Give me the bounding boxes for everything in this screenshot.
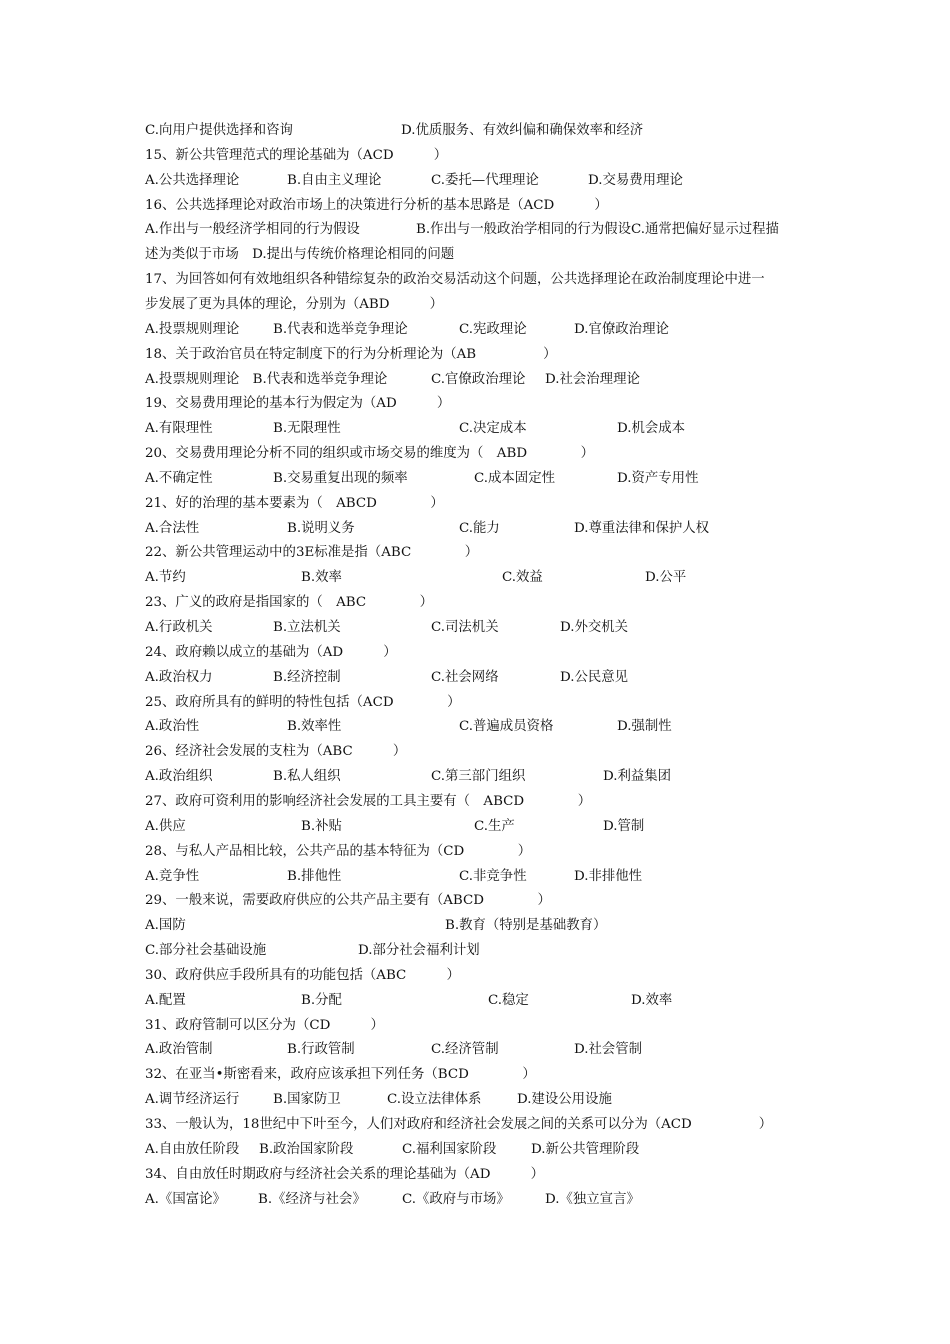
option-text: A.政治管制 xyxy=(145,1042,213,1058)
option-text: C.《政府与市场》 xyxy=(402,1191,510,1207)
text-line xyxy=(0,590,950,615)
line-text: 18、关于政治官员在特定制度下的行为分析理论为（AB ） xyxy=(145,346,557,362)
option-text: D.公民意见 xyxy=(560,669,629,685)
option-row xyxy=(0,988,950,1013)
option-text: C.经济管制 xyxy=(431,1042,499,1058)
option-text: B.作出与一般政治学相同的行为假设C.通常把偏好显示过程描 xyxy=(416,222,779,238)
option-text: B.交易重复出现的频率 xyxy=(273,470,408,486)
text-line xyxy=(0,1162,950,1187)
option-text: B.代表和选举竞争理论 xyxy=(273,321,408,337)
option-text: C.效益 xyxy=(502,570,543,586)
option-text: C.稳定 xyxy=(488,992,529,1008)
line-text: 19、交易费用理论的基本行为假定为（AD ） xyxy=(145,396,451,412)
text-line xyxy=(0,963,950,988)
option-text: B.排他性 xyxy=(287,868,342,884)
line-text: 30、政府供应手段所具有的功能包括（ABC ） xyxy=(145,967,460,983)
option-text: B.教育（特别是基础教育） xyxy=(445,918,607,934)
option-row xyxy=(0,516,950,541)
option-row xyxy=(0,864,950,889)
option-text: A.投票规则理论 xyxy=(145,321,240,337)
option-text: D.管制 xyxy=(603,818,645,834)
option-row xyxy=(0,615,950,640)
option-row xyxy=(0,1087,950,1112)
option-text: D.尊重法律和保护人权 xyxy=(574,520,710,536)
line-text: 34、自由放任时期政府与经济社会关系的理论基础为（AD ） xyxy=(145,1166,544,1182)
option-text: B.分配 xyxy=(301,992,342,1008)
option-text: D.资产专用性 xyxy=(617,470,699,486)
text-line xyxy=(0,540,950,565)
option-text: D.利益集团 xyxy=(603,769,672,785)
option-text: C.部分社会基础设施 xyxy=(145,943,267,959)
text-line xyxy=(0,292,950,317)
option-text: A.配置 xyxy=(145,992,186,1008)
line-text: 23、广义的政府是指国家的（ ABC ） xyxy=(145,595,434,611)
option-text: D.部分社会福利计划 xyxy=(358,943,480,959)
option-text: D.机会成本 xyxy=(617,421,686,437)
option-row xyxy=(0,814,950,839)
option-row xyxy=(0,665,950,690)
option-text: B.补贴 xyxy=(301,818,342,834)
text-line xyxy=(0,242,950,267)
option-text: A.有限理性 xyxy=(145,421,213,437)
option-text: C.设立法律体系 xyxy=(387,1092,482,1108)
text-line xyxy=(0,789,950,814)
option-text: C.生产 xyxy=(474,818,515,834)
option-row xyxy=(0,118,950,143)
option-text: D.官僚政治理论 xyxy=(574,321,669,337)
option-text: B.国家防卫 xyxy=(273,1092,341,1108)
option-text: A.政治性 xyxy=(145,719,200,735)
text-line xyxy=(0,342,950,367)
line-text: 16、公共选择理论对政治市场上的决策进行分析的基本思路是（ACD ） xyxy=(145,197,608,213)
line-text: 步发展了更为具体的理论，分别为（ABD ） xyxy=(145,296,444,312)
option-row xyxy=(0,1137,950,1162)
option-text: A.公共选择理论 xyxy=(145,172,240,188)
option-text: D.公平 xyxy=(645,570,687,586)
option-row xyxy=(0,466,950,491)
option-text: B.自由主义理论 xyxy=(287,172,382,188)
option-text: A.调节经济运行 xyxy=(145,1092,240,1108)
line-text: 27、政府可资利用的影响经济社会发展的工具主要有（ ABCD ） xyxy=(145,793,592,809)
option-row xyxy=(0,565,950,590)
option-text: B.效率性 xyxy=(287,719,342,735)
option-text: D.强制性 xyxy=(617,719,672,735)
line-text: 24、政府赖以成立的基础为（AD ） xyxy=(145,644,397,660)
text-line xyxy=(0,143,950,168)
option-text: D.社会管制 xyxy=(574,1042,643,1058)
text-line xyxy=(0,690,950,715)
option-text: D.新公共管理阶段 xyxy=(531,1141,640,1157)
option-text: B.说明义务 xyxy=(287,520,355,536)
option-row xyxy=(0,168,950,193)
option-row xyxy=(0,317,950,342)
option-row xyxy=(0,217,950,242)
option-text: C.宪政理论 xyxy=(459,321,527,337)
option-text: A.投票规则理论 B.代表和选举竞争理论 xyxy=(145,371,388,387)
option-text: A.行政机关 xyxy=(145,620,213,635)
line-text: 32、在亚当•斯密看来，政府应该承担下列任务（BCD ） xyxy=(145,1067,536,1083)
text-line xyxy=(0,1013,950,1038)
line-text: 21、好的治理的基本要素为（ ABCD ） xyxy=(145,495,444,511)
line-text: 33、一般认为，18世纪中下叶至今，人们对政府和经济社会发展之间的关系可以分为（ACD ） xyxy=(145,1117,773,1132)
option-row xyxy=(0,416,950,441)
text-line xyxy=(0,391,950,416)
option-text: D.非排他性 xyxy=(574,868,643,884)
line-text: 15、新公共管理范式的理论基础为（ACD ） xyxy=(145,147,448,163)
option-text: B.立法机关 xyxy=(273,620,341,635)
option-text: D.外交机关 xyxy=(560,620,629,635)
line-text: 31、政府管制可以区分为（CD ） xyxy=(145,1017,384,1033)
option-text: D.优质服务、有效纠偏和确保效率和经济 xyxy=(401,123,644,138)
line-text: 26、经济社会发展的支柱为（ABC ） xyxy=(145,744,407,760)
option-row xyxy=(0,367,950,392)
text-line xyxy=(0,193,950,218)
option-text: D.建设公用设施 xyxy=(517,1092,612,1108)
option-text: A.《国富论》 xyxy=(145,1191,226,1207)
option-text: C.委托—代理理论 xyxy=(431,172,539,188)
line-text: 22、新公共管理运动中的3E标准是指（ABC ） xyxy=(145,545,479,561)
option-text: B.无限理性 xyxy=(273,421,341,437)
option-text: B.行政管制 xyxy=(287,1042,355,1058)
option-text: A.作出与一般经济学相同的行为假设 xyxy=(145,222,360,238)
text-line xyxy=(0,640,950,665)
option-row xyxy=(0,913,950,938)
option-text: C.福利国家阶段 xyxy=(402,1141,497,1157)
option-text: D.交易费用理论 xyxy=(588,172,683,188)
option-text: C.非竞争性 xyxy=(459,868,527,884)
option-text: D.效率 xyxy=(631,992,673,1008)
option-row xyxy=(0,1187,950,1212)
option-text: A.合法性 xyxy=(145,520,200,536)
option-text: C.普遍成员资格 xyxy=(459,719,554,735)
option-text: C.官僚政治理论 xyxy=(431,371,526,387)
option-text: B.《经济与社会》 xyxy=(258,1191,366,1207)
option-text: A.政治权力 xyxy=(145,669,213,685)
line-text: 17、为回答如何有效地组织各种错综复杂的政治交易活动这个问题，公共选择理论在政治制度理论中进一 xyxy=(145,272,765,288)
option-row xyxy=(0,938,950,963)
option-text: C.第三部门组织 xyxy=(431,769,526,785)
line-text: 28、与私人产品相比较，公共产品的基本特征为（CD ） xyxy=(145,843,532,859)
option-text: A.竞争性 xyxy=(145,868,200,884)
option-text: C.司法机关 xyxy=(431,620,499,635)
option-text: A.政治组织 xyxy=(145,769,213,785)
option-text: C.向用户提供选择和咨询 xyxy=(145,123,293,138)
option-text: A.自由放任阶段 xyxy=(145,1141,240,1157)
text-line xyxy=(0,1112,950,1137)
option-row xyxy=(0,714,950,739)
option-text: A.不确定性 xyxy=(145,470,213,486)
text-line xyxy=(0,267,950,292)
option-text: B.政治国家阶段 xyxy=(259,1141,354,1157)
option-text: B.私人组织 xyxy=(273,769,341,785)
option-text: D.社会治理理论 xyxy=(545,371,640,387)
option-text: A.国防 xyxy=(145,918,186,934)
option-row xyxy=(0,764,950,789)
line-text: 29、一般来说，需要政府供应的公共产品主要有（ABCD ） xyxy=(145,893,551,909)
option-text: C.成本固定性 xyxy=(474,470,555,486)
option-row xyxy=(0,1037,950,1062)
line-text: 25、政府所具有的鲜明的特性包括（ACD ） xyxy=(145,694,461,710)
text-line xyxy=(0,491,950,516)
line-text: 述为类似于市场 D.提出与传统价格理论相同的问题 xyxy=(145,247,455,263)
text-line xyxy=(0,441,950,466)
text-line xyxy=(0,888,950,913)
option-text: D.《独立宣言》 xyxy=(545,1191,640,1207)
text-line xyxy=(0,839,950,864)
line-text: 20、交易费用理论分析不同的组织或市场交易的维度为（ ABD ） xyxy=(145,446,595,462)
option-text: B.经济控制 xyxy=(273,669,341,685)
option-text: C.社会网络 xyxy=(431,669,499,685)
option-text: C.决定成本 xyxy=(459,421,527,437)
option-text: A.节约 xyxy=(145,570,186,586)
option-text: A.供应 xyxy=(145,818,186,834)
option-text: B.效率 xyxy=(301,570,342,586)
text-line xyxy=(0,739,950,764)
option-text: C.能力 xyxy=(459,520,500,536)
text-line xyxy=(0,1062,950,1087)
